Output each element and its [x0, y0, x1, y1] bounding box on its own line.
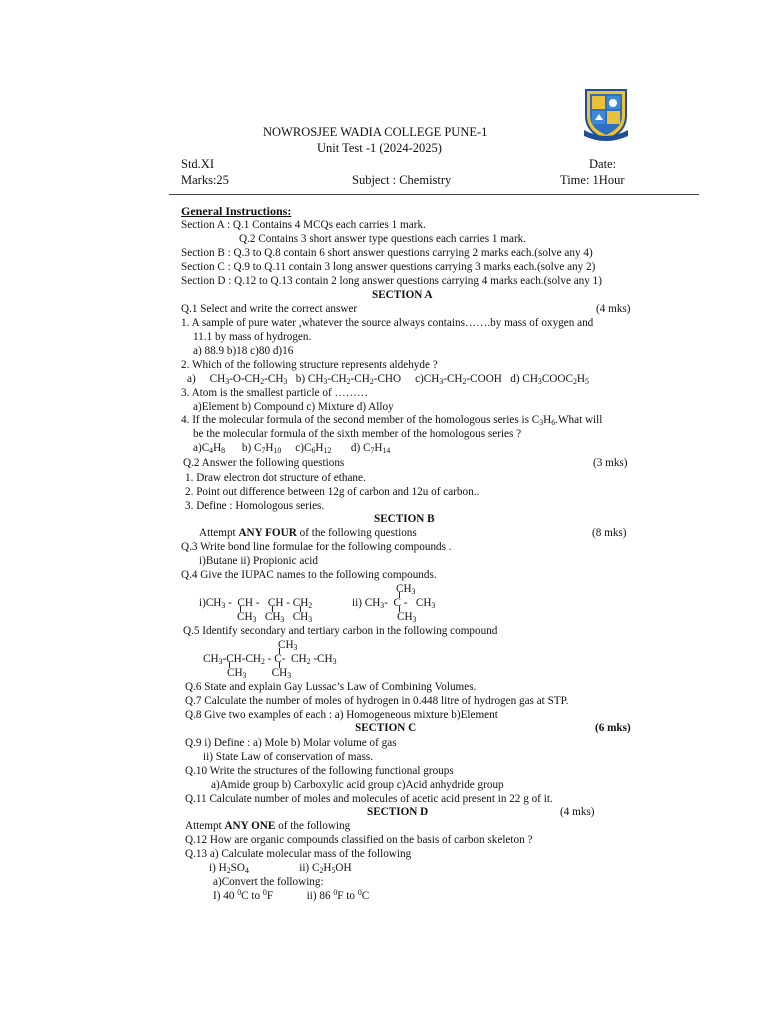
time-label: Time: 1Hour [560, 173, 625, 187]
bond-line [240, 606, 241, 612]
question-10: Q.10 Write the structures of the following functional groups [185, 765, 454, 777]
subject-label: Subject : Chemistry [352, 173, 452, 187]
mcq-4-text-cont: be the molecular formula of the sixth member of the homologous series ? [193, 428, 522, 440]
question-2-2: 2. Point out difference between 12g of carbon and 12u of carbon.. [185, 486, 480, 498]
question-13-convert: a)Convert the following: [213, 876, 324, 888]
bond-line [300, 606, 301, 612]
q4-ii-top-ch3: $CH_3$ [396, 583, 416, 596]
question-2-1: 1. Draw electron dot structure of ethane. [185, 472, 366, 484]
section-d-attempt: Attempt ANY ONE of the following [185, 820, 351, 832]
question-5: Q.5 Identify secondary and tertiary carbon in the following compound [183, 625, 498, 637]
question-8: Q.8 Give two examples of each : a) Homogeneous mixture b)Element [185, 709, 498, 721]
question-9: Q.9 i) Define : a) Mole b) Molar volume of gas [185, 737, 397, 749]
question-4: Q.4 Give the IUPAC names to the following compounds. [181, 569, 437, 581]
question-3: Q.3 Write bond line formulae for the following compounds . [181, 541, 452, 553]
mcq-1-options: a) 88.9 b)18 c)80 d)16 [193, 345, 294, 357]
header-divider [169, 194, 699, 195]
bond-line [399, 592, 400, 598]
section-a-title: SECTION A [372, 289, 433, 301]
section-b-attempt: Attempt ANY FOUR of the following questions [199, 527, 417, 539]
question-12: Q.12 How are organic compounds classified on the basis of carbon skeleton ? [185, 834, 533, 846]
mcq-1-text-cont: 11.1 by mass of hydrogen. [193, 331, 312, 343]
mcq-3-text: 3. Atom is the smallest particle of ……… [181, 387, 369, 399]
college-crest-logo [582, 86, 630, 144]
mcq-4-options: $a)C_4H_8$ b) $C_7H_{10}$ $c)C_6H_{12}$ d) $C_7H_{14}$ [193, 442, 391, 455]
question-3-options: i)Butane ii) Propionic acid [199, 555, 318, 567]
date-label: Date: [589, 157, 617, 171]
section-d-title: SECTION D [367, 806, 429, 818]
question-7: Q.7 Calculate the number of moles of hydrogen in 0.448 litre of hydrogen gas at STP. [185, 695, 569, 707]
q4-ii-bottom-ch3: $CH_3$ [397, 611, 417, 624]
q4-i-branches: $CH_3$ $CH_3$ $CH_3$ [237, 611, 313, 624]
question-10-options: a)Amide group b) Carboxylic acid group c)Acid anhydride group [211, 779, 504, 791]
college-name: NOWROSJEE WADIA COLLEGE PUNE-1 [263, 125, 488, 139]
mcq-3-options: a)Element b) Compound c) Mixture d) Alloy [193, 401, 394, 413]
question-13: Q.13 a) Calculate molecular mass of the following [185, 848, 412, 860]
q4-i-main-chain: $i)CH_3$ - CH - CH - $CH_2$ [199, 597, 313, 610]
instruction-section-b: Section B : Q.3 to Q.8 contain 6 short answer questions carrying 2 marks each.(solve any 4) [181, 247, 593, 259]
bond-line [279, 662, 280, 668]
mcq-2-text: 2. Which of the following structure represents aldehyde ? [181, 359, 438, 371]
section-c-marks: (6 mks) [595, 722, 631, 734]
question-9-ii: ii) State Law of conservation of mass. [203, 751, 373, 763]
q5-main-chain: $CH_3-CH-CH_2 - C-$ $CH_2$ $-CH_3$ [203, 653, 337, 666]
instruction-section-a: Section A : Q.1 Contains 4 MCQs each carries 1 mark. [181, 219, 426, 231]
question-2: Q.2 Answer the following questions [183, 457, 345, 469]
bond-line [399, 606, 400, 612]
instruction-section-a-q2: Q.2 Contains 3 short answer type questions each carries 1 mark. [239, 233, 527, 245]
instructions-title: General Instructions: [181, 204, 292, 218]
bond-line [279, 648, 280, 654]
instruction-section-c: Section C : Q.9 to Q.11 contain 3 long answer questions carrying 3 marks each.(solve any 2) [181, 261, 596, 273]
question-2-marks: (3 mks) [593, 457, 628, 469]
instruction-section-d: Section D : Q.12 to Q.13 contain 2 long answer questions carrying 4 marks each.(solve any 1) [181, 275, 602, 287]
section-b-title: SECTION B [374, 513, 435, 525]
q5-top-ch3: $CH_3$ [278, 639, 298, 652]
question-13-compounds: i) $H_2SO_4$ ii) $C_2H_5OH$ [209, 862, 352, 875]
mcq-4-text: 4. If the molecular formula of the second member of the homologous series is $C_3H_6.What$ will [181, 414, 603, 427]
marks-label: Marks:25 [181, 173, 229, 187]
section-b-marks: (8 mks) [592, 527, 627, 539]
q4-ii-main-chain: ii) $CH_3-$ C - $CH_3$ [352, 597, 436, 610]
bond-line [229, 662, 230, 668]
mcq-2-options: a) $CH_3-O-CH_2-CH_3$ b) $CH_3-CH_2-CH_2$-CHO $c)CH_3-CH_2$-COOH d) $CH_3COOC_2H_5$ [187, 373, 589, 386]
section-d-marks: (4 mks) [560, 806, 595, 818]
question-2-3: 3. Define : Homologous series. [185, 500, 325, 512]
question-1-marks: (4 mks) [596, 303, 631, 315]
mcq-1-text: 1. A sample of pure water ,whatever the source always contains…….by mass of oxygen and [181, 317, 594, 329]
question-13-conversions: I) 40 $^0$C to $^0$F ii) 86 $^0$F to $^0$C [213, 888, 370, 902]
q5-bottom-branches: $CH_3$ $CH_3$ [227, 667, 292, 680]
std-label: Std.XI [181, 157, 214, 171]
question-1: Q.1 Select and write the correct answer [181, 303, 358, 315]
bond-line [272, 606, 273, 612]
question-6: Q.6 State and explain Gay Lussac’s Law of Combining Volumes. [185, 681, 477, 693]
question-11: Q.11 Calculate number of moles and molecules of acetic acid present in 22 g of it. [185, 793, 553, 805]
test-title: Unit Test -1 (2024-2025) [317, 141, 442, 155]
section-c-title: SECTION C [355, 722, 417, 734]
